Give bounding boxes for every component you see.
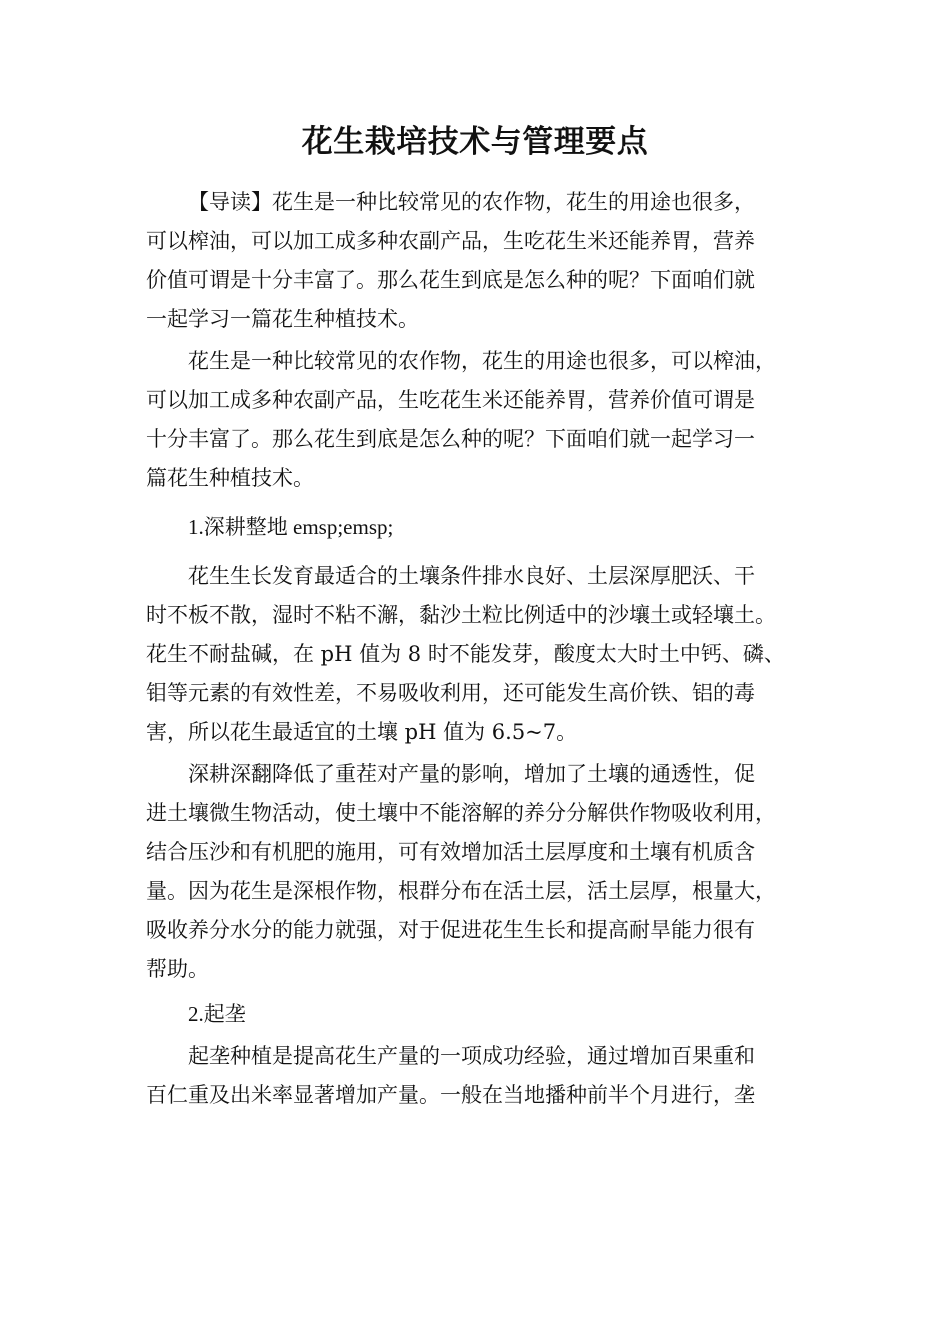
document-title: 花生栽培技术与管理要点 bbox=[301, 124, 649, 160]
body-paragraph bbox=[146, 557, 814, 752]
text-line: 【导读】花生是一种比较常见的农作物，花生的用途也很多， bbox=[188, 190, 755, 214]
text-line: 帮助。 bbox=[146, 957, 209, 981]
text-line: 一起学习一篇花生种植技术。 bbox=[146, 307, 419, 331]
text-line: 钼等元素的有效性差，不易吸收利用，还可能发生高价铁、铝的毒 bbox=[146, 681, 755, 705]
text-line: 篇花生种植技术。 bbox=[146, 466, 314, 490]
text-line: 价值可谓是十分丰富了。那么花生到底是怎么种的呢？下面咱们就 bbox=[146, 268, 755, 292]
text-line: 花生不耐盐碱，在 pH 值为 8 时不能发芽，酸度太大时土中钙、磷、 bbox=[146, 642, 785, 666]
text-line: 花生生长发育最适合的土壤条件排水良好、土层深厚肥沃、干 bbox=[188, 564, 755, 588]
body-paragraph bbox=[146, 1037, 814, 1115]
text-line: 进土壤微生物活动，使土壤中不能溶解的养分分解供作物吸收利用， bbox=[146, 801, 776, 825]
intro-paragraph bbox=[146, 183, 814, 339]
text-line: 时不板不散，湿时不粘不澥，黏沙土粒比例适中的沙壤土或轻壤土。 bbox=[146, 603, 776, 627]
text-line: 花生是一种比较常见的农作物，花生的用途也很多，可以榨油， bbox=[188, 349, 776, 373]
document-body bbox=[146, 183, 814, 1115]
body-paragraph bbox=[146, 342, 814, 498]
text-line: 起垄种植是提高花生产量的一项成功经验，通过增加百果重和 bbox=[188, 1044, 755, 1068]
body-paragraph bbox=[146, 755, 814, 989]
text-line: 吸收养分水分的能力就强，对于促进花生生长和提高耐旱能力很有 bbox=[146, 918, 755, 942]
section-heading bbox=[146, 508, 814, 547]
text-line: 可以榨油，可以加工成多种农副产品，生吃花生米还能养胃，营养 bbox=[146, 229, 755, 253]
text-line: 量。因为花生是深根作物，根群分布在活土层，活土层厚，根量大， bbox=[146, 879, 776, 903]
text-line: 十分丰富了。那么花生到底是怎么种的呢？下面咱们就一起学习一 bbox=[146, 427, 755, 451]
section-heading-text: 1.深耕整地 emsp;emsp; bbox=[188, 515, 394, 539]
text-line: 百仁重及出米率显著增加产量。一般在当地播种前半个月进行，垄 bbox=[146, 1083, 755, 1107]
text-line: 深耕深翻降低了重茬对产量的影响，增加了土壤的通透性，促 bbox=[188, 762, 755, 786]
section-heading bbox=[146, 995, 814, 1034]
text-line: 结合压沙和有机肥的施用，可有效增加活土层厚度和土壤有机质含 bbox=[146, 840, 755, 864]
section-heading-text: 2.起垄 bbox=[188, 1002, 246, 1026]
text-line: 害，所以花生最适宜的土壤 pH 值为 6.5~7。 bbox=[146, 720, 578, 744]
text-line: 可以加工成多种农副产品，生吃花生米还能养胃，营养价值可谓是 bbox=[146, 388, 755, 412]
